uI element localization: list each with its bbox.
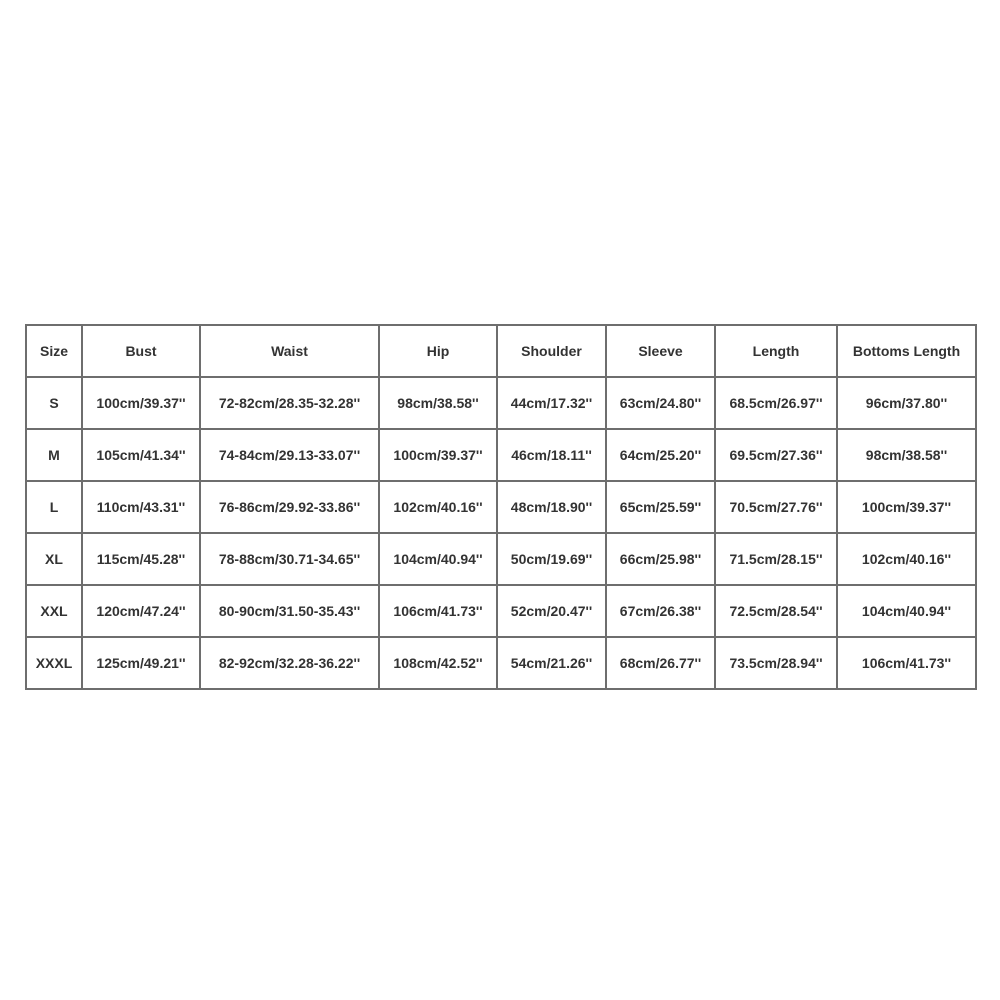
hip-cell: 106cm/41.73'' (379, 585, 497, 637)
header-waist: Waist (200, 325, 379, 377)
table-row (26, 585, 976, 637)
bottoms-length-cell: 100cm/39.37'' (837, 481, 976, 533)
hip-cell: 108cm/42.52'' (379, 637, 497, 689)
waist-cell: 72-82cm/28.35-32.28'' (200, 377, 379, 429)
table-row (26, 377, 976, 429)
bust-cell: 110cm/43.31'' (82, 481, 200, 533)
size-cell: XXL (26, 585, 82, 637)
waist-cell: 74-84cm/29.13-33.07'' (200, 429, 379, 481)
sleeve-cell: 68cm/26.77'' (606, 637, 715, 689)
table-row (26, 533, 976, 585)
hip-cell: 104cm/40.94'' (379, 533, 497, 585)
header-hip: Hip (379, 325, 497, 377)
waist-cell: 80-90cm/31.50-35.43'' (200, 585, 379, 637)
waist-cell: 78-88cm/30.71-34.65'' (200, 533, 379, 585)
shoulder-cell: 52cm/20.47'' (497, 585, 606, 637)
bottoms-length-cell: 96cm/37.80'' (837, 377, 976, 429)
waist-cell: 82-92cm/32.28-36.22'' (200, 637, 379, 689)
header-size: Size (26, 325, 82, 377)
header-sleeve: Sleeve (606, 325, 715, 377)
size-cell: XL (26, 533, 82, 585)
shoulder-cell: 54cm/21.26'' (497, 637, 606, 689)
sleeve-cell: 66cm/25.98'' (606, 533, 715, 585)
shoulder-cell: 44cm/17.32'' (497, 377, 606, 429)
size-cell: XXXL (26, 637, 82, 689)
shoulder-cell: 50cm/19.69'' (497, 533, 606, 585)
sleeve-cell: 63cm/24.80'' (606, 377, 715, 429)
bottoms-length-cell: 98cm/38.58'' (837, 429, 976, 481)
header-bust: Bust (82, 325, 200, 377)
bottoms-length-cell: 106cm/41.73'' (837, 637, 976, 689)
length-cell: 72.5cm/28.54'' (715, 585, 837, 637)
bust-cell: 105cm/41.34'' (82, 429, 200, 481)
size-cell: L (26, 481, 82, 533)
hip-cell: 98cm/38.58'' (379, 377, 497, 429)
bust-cell: 125cm/49.21'' (82, 637, 200, 689)
header-length: Length (715, 325, 837, 377)
bust-cell: 100cm/39.37'' (82, 377, 200, 429)
length-cell: 68.5cm/26.97'' (715, 377, 837, 429)
header-bottoms-length: Bottoms Length (837, 325, 976, 377)
length-cell: 69.5cm/27.36'' (715, 429, 837, 481)
shoulder-cell: 48cm/18.90'' (497, 481, 606, 533)
sleeve-cell: 67cm/26.38'' (606, 585, 715, 637)
size-cell: M (26, 429, 82, 481)
shoulder-cell: 46cm/18.11'' (497, 429, 606, 481)
waist-cell: 76-86cm/29.92-33.86'' (200, 481, 379, 533)
bust-cell: 115cm/45.28'' (82, 533, 200, 585)
sleeve-cell: 65cm/25.59'' (606, 481, 715, 533)
length-cell: 71.5cm/28.15'' (715, 533, 837, 585)
table-row (26, 481, 976, 533)
sleeve-cell: 64cm/25.20'' (606, 429, 715, 481)
table-row (26, 429, 976, 481)
bottoms-length-cell: 104cm/40.94'' (837, 585, 976, 637)
bust-cell: 120cm/47.24'' (82, 585, 200, 637)
hip-cell: 100cm/39.37'' (379, 429, 497, 481)
length-cell: 73.5cm/28.94'' (715, 637, 837, 689)
header-row (26, 325, 976, 377)
hip-cell: 102cm/40.16'' (379, 481, 497, 533)
size-chart-table (25, 324, 977, 690)
bottoms-length-cell: 102cm/40.16'' (837, 533, 976, 585)
length-cell: 70.5cm/27.76'' (715, 481, 837, 533)
header-shoulder: Shoulder (497, 325, 606, 377)
size-cell: S (26, 377, 82, 429)
table-row (26, 637, 976, 689)
